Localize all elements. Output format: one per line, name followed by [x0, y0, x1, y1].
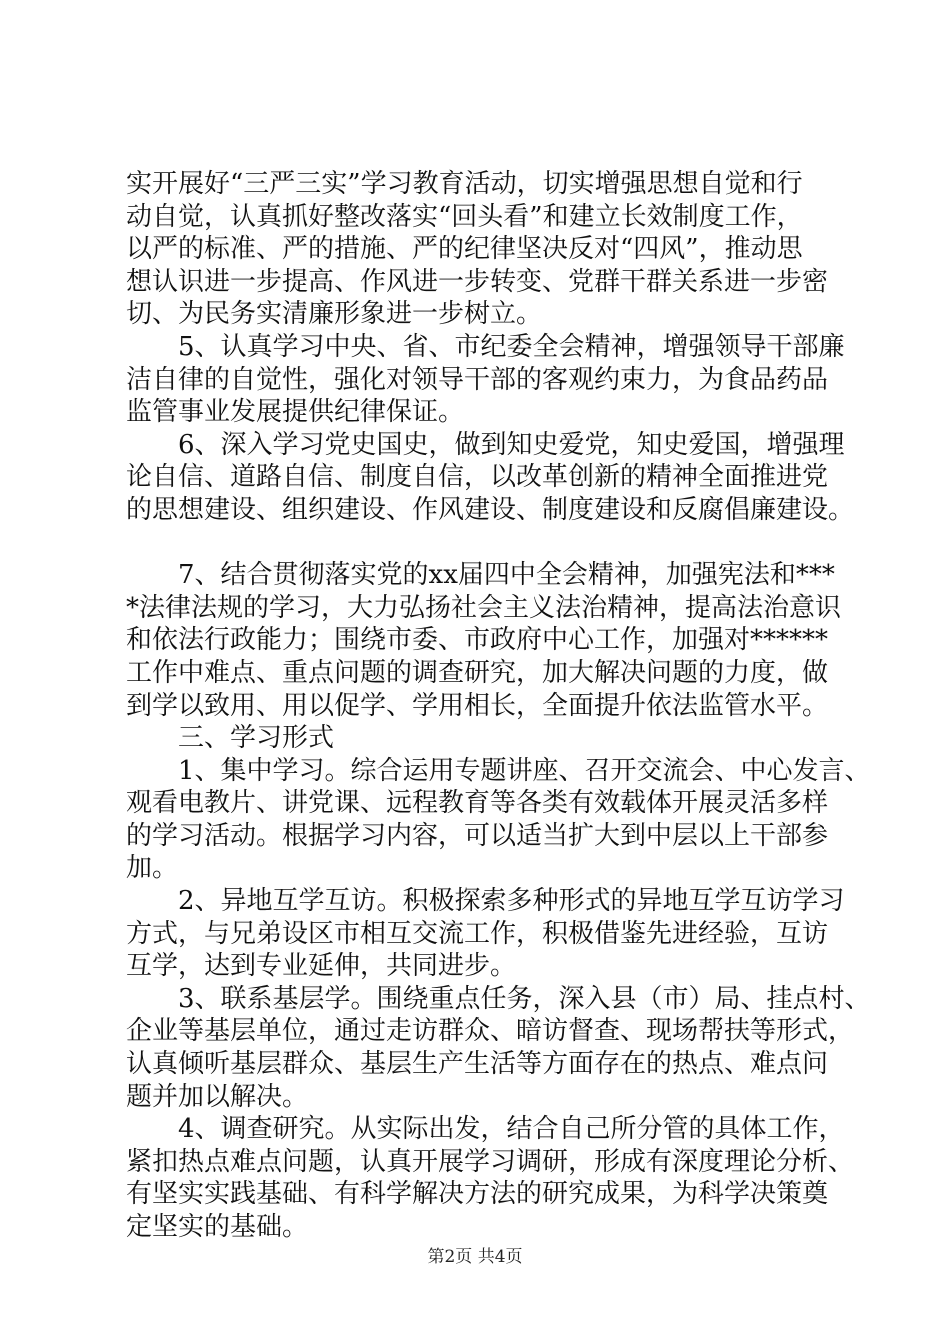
text-line: 题并加以解决。: [126, 1081, 309, 1112]
text-line: 和依法行政能力；围绕市委、市政府中心工作，加强对******: [126, 625, 829, 656]
page-footer: [0, 1246, 950, 1268]
text-line: 紧扣热点难点问题，认真开展学习调研，形成有深度理论分析、: [126, 1146, 855, 1177]
text-line: 以严的标准、严的措施、严的纪律坚决反对“四风”，推动思: [126, 234, 803, 265]
text-line: 1、集中学习。综合运用专题讲座、召开交流会、中心发言、: [126, 755, 871, 786]
text-line: 动自觉，认真抓好整改落实“回头看”和建立长效制度工作，: [126, 201, 803, 232]
text-line: 的学习活动。根据学习内容，可以适当扩大到中层以上干部参: [126, 820, 829, 851]
text-line: 方式，与兄弟设区市相互交流工作，积极借鉴先进经验，互访: [126, 918, 829, 949]
text-line: 6、深入学习党史国史，做到知史爱党，知史爱国，增强理: [126, 429, 845, 460]
section-heading: 三、学习形式: [126, 723, 335, 754]
text-line: *法律法规的学习，大力弘扬社会主义法治精神，提高法治意识: [126, 592, 842, 623]
text-line: 5、认真学习中央、省、市纪委全会精神，增强领导干部廉: [126, 331, 845, 362]
page-number-label: 第2页 共4页: [427, 1247, 523, 1267]
text-line: 工作中难点、重点问题的调查研究，加大解决问题的力度，做: [126, 657, 829, 688]
text-line: 加。: [126, 853, 179, 884]
text-line: 4、调查研究。从实际出发，结合自己所分管的具体工作，: [126, 1114, 845, 1145]
text-line: 观看电教片、讲党课、远程教育等各类有效载体开展灵活多样: [126, 788, 829, 819]
text-line: 互学，达到专业延伸，共同进步。: [126, 951, 517, 982]
text-line: 的思想建设、组织建设、作风建设、制度建设和反腐倡廉建设。: [126, 494, 855, 525]
text-line: 切、为民务实清廉形象进一步树立。: [126, 299, 543, 330]
text-line: 监管事业发展提供纪律保证。: [126, 397, 465, 428]
text-line: 认真倾听基层群众、基层生产生活等方面存在的热点、难点问: [126, 1049, 829, 1080]
text-line: 想认识进一步提高、作风进一步转变、党群干群关系进一步密: [126, 266, 829, 297]
text-line: 到学以致用、用以促学、学用相长，全面提升依法监管水平。: [126, 690, 829, 721]
text-line: 定坚实的基础。: [126, 1212, 309, 1242]
blank-line: [126, 527, 846, 560]
text-line: 实开展好“三严三实”学习教育活动，切实增强思想自觉和行: [126, 169, 803, 199]
text-line: 企业等基层单位，通过走访群众、暗访督查、现场帮扶等形式，: [126, 1016, 855, 1047]
text-line: 3、联系基层学。围绕重点任务，深入县（市）局、挂点村、: [126, 983, 871, 1014]
text-line: 7、结合贯彻落实党的xx届四中全会精神，加强宪法和***: [126, 560, 835, 591]
text-line: 有坚实实践基础、有科学解决方法的研究成果，为科学决策奠: [126, 1179, 829, 1210]
document-body: [126, 168, 871, 1244]
text-line: 2、异地互学互访。积极探索多种形式的异地互学互访学习: [126, 886, 845, 917]
text-line: 洁自律的自觉性，强化对领导干部的客观约束力，为食品药品: [126, 364, 829, 395]
text-line: 论自信、道路自信、制度自信，以改革创新的精神全面推进党: [126, 462, 829, 493]
